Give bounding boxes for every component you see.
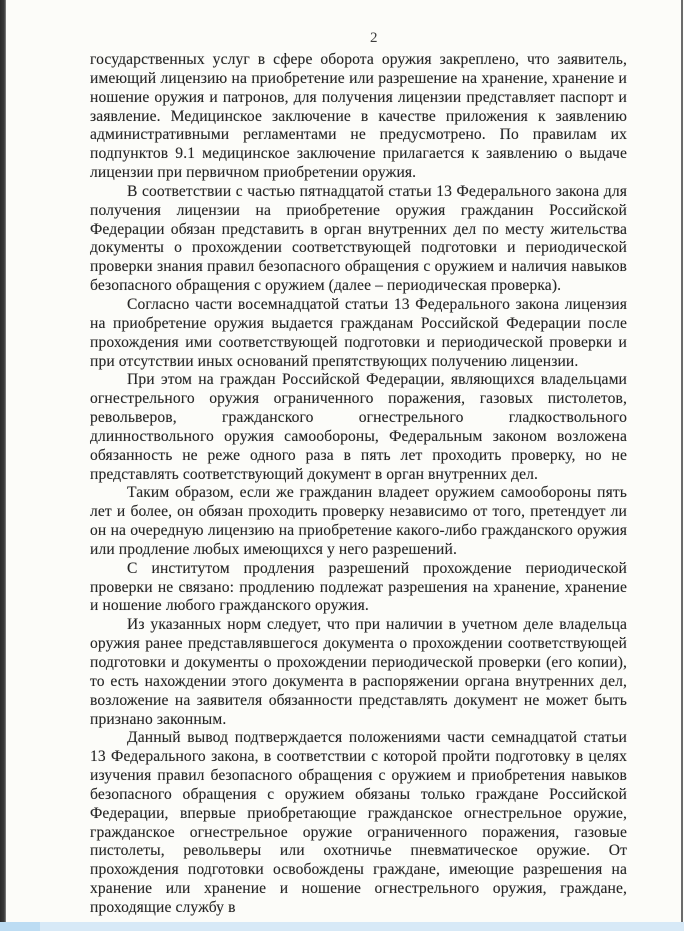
- paragraph-3: Согласно части восемнадцатой статьи 13 Федерального закона лицензия на приобретение оружия выдается гражданам Российской Федерации после прохождения ими соответствующей подготовки и периодической проверки и при отсутствии иных оснований препятствующих получению лицензии.: [90, 295, 627, 370]
- document-body: [90, 51, 627, 918]
- paragraph-5: Таким образом, если же гражданин владеет оружием самообороны пять лет и более, он обязан проходить проверку независимо от того, претендует ли он на очередную лицензию на приобретение какого-либо гражданского оружия или продление любых имеющихся у него разрешений.: [90, 484, 627, 558]
- left-scan-edge: [0, 0, 6, 931]
- paragraph-7: Из указанных норм следует, что при наличии в учетном деле владельца оружия ранее представлявшегося документа о прохождении соответствующей подготовки и документы о прохождении периодической проверки (его копии), то есть нахождении этого документа в распоряжении органа внутренних дел, возложение на заявителя обязанности представлять документ не может быть признано законным.: [90, 616, 627, 728]
- paragraph-4: При этом на граждан Российской Федерации, являющихся владельцами огнестрельного оружия ограниченного поражения, газовых пистолетов, револьверов, гражданского огнестрельного гладкоствольного длинноствольного оружия самообороны, Федеральным законом возложена обязанность не реже одного раза в пять лет проходить проверку, но не представлять соответствующий документ в орган внутренних дел.: [90, 371, 627, 483]
- paragraph-1: государственных услуг в сфере оборота оружия закреплено, что заявитель, имеющий лицензию на приобретение или разрешение на хранение, хранение и ношение оружия и патронов, для получения лицензии представляет паспорт и заявление. Медицинское заключение в качестве приложения к заявлению административными регламентами не предусмотрено. По правилам их подпунктов 9.1 медицинское заключение прилагается к заявлению о выдаче лицензии при первичном приобретении оружия.: [90, 51, 627, 182]
- page-number: 2: [370, 30, 378, 46]
- paragraph-2: В соответствии с частью пятнадцатой статьи 13 Федерального закона для получения лицензии на приобретение оружия гражданин Российской Федерации обязан представить в орган внутренних дел по месту жительства документы о прохождении соответствующей подготовки и периодической проверки знания правил безопасного обращения с оружием и наличия навыков безопасного обращения с оружием (далее – периодическая проверка).: [90, 182, 627, 295]
- right-scan-edge: [681, 0, 683, 931]
- bottom-strip-highlight: [0, 922, 40, 931]
- paragraph-8: Данный вывод подтверждается положениями части семнадцатой статьи 13 Федерального закона, в соответствии с которой пройти подготовку в целях изучения правил безопасного обращения с оружием и приобретения навыков безопасного обращения с оружием обязаны только граждане Российской Федерации, впервые приобретающие гражданское огнестрельное оружие, гражданское огнестрельное оружие ограниченного поражения, газовые пистолеты, револьверы или охотничье пневматическое оружие. От прохождения подготовки освобождены граждане, имеющие разрешения на хранение или хранение и ношение огнестрельного оружия, граждане, проходящие службу в: [90, 729, 627, 916]
- bottom-scan-strip: [0, 922, 684, 931]
- paragraph-6: С институтом продления разрешений прохождение периодической проверки не связано: продлению подлежат разрешения на хранение, хранение и ношение любого гражданского оружия.: [90, 559, 627, 615]
